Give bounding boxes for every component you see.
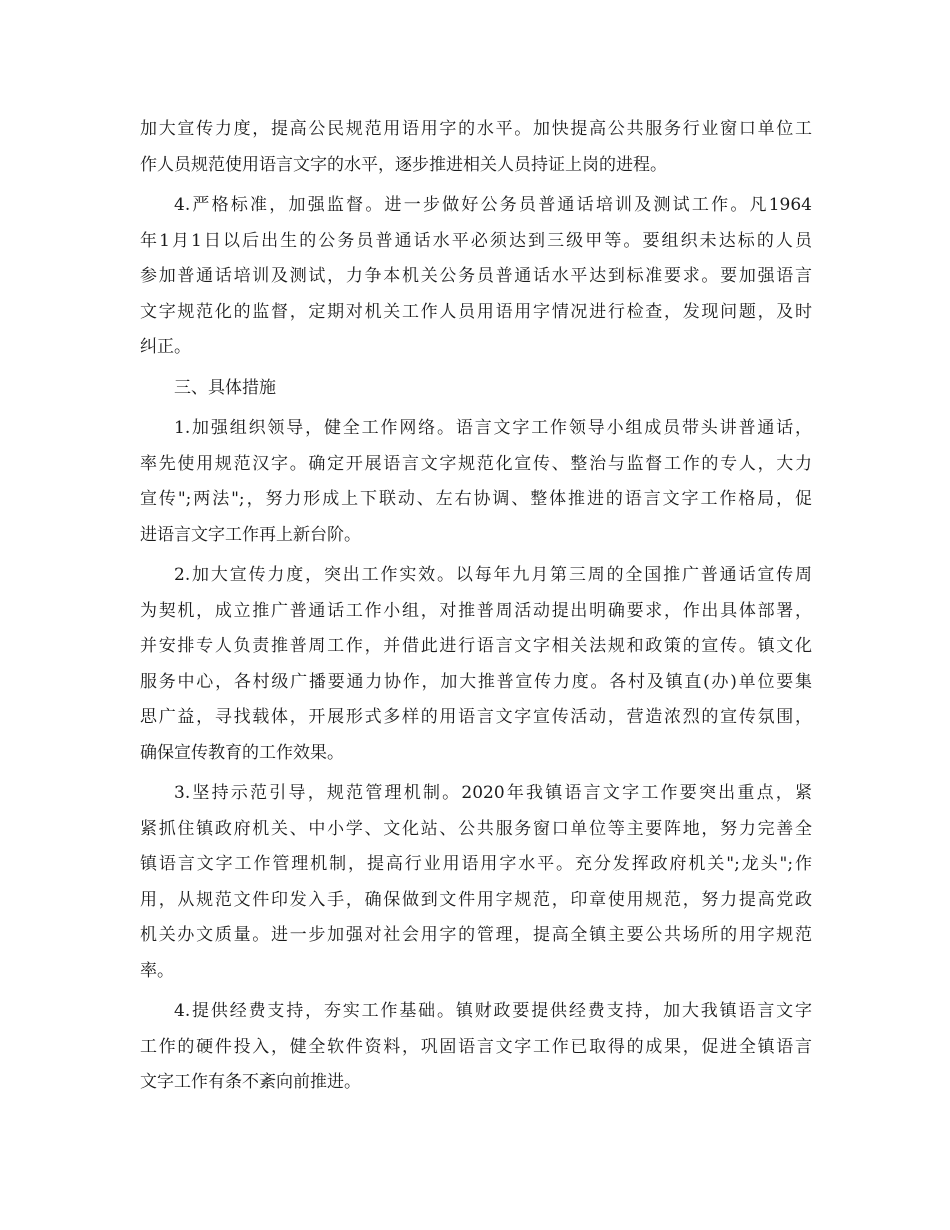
paragraph-item-4-standards [140,188,812,366]
text-line: 用，从规范文件印发入手，确保做到文件用字规范，印章使用规范，努力提高党政 [140,889,812,910]
text-line: 2.加大宣传力度，突出工作实效。以每年九月第三周的全国推广普通话宣传周 [174,565,812,585]
text-line: 1.加强组织领导，健全工作网络。语言文字工作领导小组成员带头讲普通话， [174,418,812,438]
paragraph-measure-4 [140,994,812,1101]
text-line: 纠正。 [140,337,191,357]
text-line: 并安排专人负责推普周工作，并借此进行语言文字相关法规和政策的宣传。镇文化 [140,636,812,656]
text-line: 年1月1日以后出生的公务员普通话水平必须达到三级甲等。要组织未达标的人员 [140,230,812,251]
paragraph-measure-3 [140,776,812,989]
text-line: 作人员规范使用语言文字的水平，逐步推进相关人员持证上岗的进程。 [140,154,667,175]
text-line: 文字工作有条不紊向前推进。 [140,1072,361,1092]
text-line: 服务中心，各村级广播要通力协作，加大推普宣传力度。各村及镇直(办)单位要集 [140,671,812,692]
text-line: 加大宣传力度，提高公民规范用语用字的水平。加快提高公共服务行业窗口单位工 [140,119,812,139]
text-line: 率先使用规范汉字。确定开展语言文字规范化宣传、整治与监督工作的专人，大力 [140,453,812,474]
text-line: 镇语言文字工作管理机制，提高行业用语用字水平。充分发挥政府机关";龙头";作 [140,854,812,874]
text-line: 率。 [140,960,174,981]
document-body [140,112,812,1106]
text-line: 思广益，寻找载体，开展形式多样的用语言文字宣传活动，营造浓烈的宣传氛围， [140,707,812,727]
paragraph-measure-2 [140,558,812,771]
text-line: 参加普通话培训及测试，力争本机关公务员普通话水平达到标准要求。要加强语言 [140,266,812,286]
text-line: 为契机，成立推广普通话工作小组，对推普周活动提出明确要求，作出具体部署， [140,600,812,621]
text-line: 机关办文质量。进一步加强对社会用字的管理，提高全镇主要公共场所的用字规范 [140,925,812,945]
section-heading-specific-measures [140,371,812,407]
text-line: 宣传";两法";，努力形成上下联动、左右协调、整体推进的语言文字工作格局，促 [140,489,812,509]
text-line: 紧抓住镇政府机关、中小学、文化站、公共服务窗口单位等主要阵地，努力完善全 [140,818,812,839]
text-line: 3.坚持示范引导，规范管理机制。2020年我镇语言文字工作要突出重点，紧 [174,783,812,803]
text-line: 文字规范化的监督，定期对机关工作人员用语用字情况进行检查，发现问题，及时 [140,301,812,322]
paragraph-measure-1 [140,411,812,553]
paragraph-publicity-continued [140,112,812,183]
text-line: 工作的硬件投入，健全软件资料，巩固语言文字工作已取得的成果，促进全镇语言 [140,1036,812,1057]
section-heading: 三、具体措施 [174,377,276,398]
text-line: 4.严格标准，加强监督。进一步做好公务员普通话培训及测试工作。凡1964 [174,195,812,215]
text-line: 进语言文字工作再上新台阶。 [140,524,361,545]
text-line: 4.提供经费支持，夯实工作基础。镇财政要提供经费支持，加大我镇语言文字 [174,1001,812,1021]
text-line: 确保宣传教育的工作效果。 [140,742,344,763]
